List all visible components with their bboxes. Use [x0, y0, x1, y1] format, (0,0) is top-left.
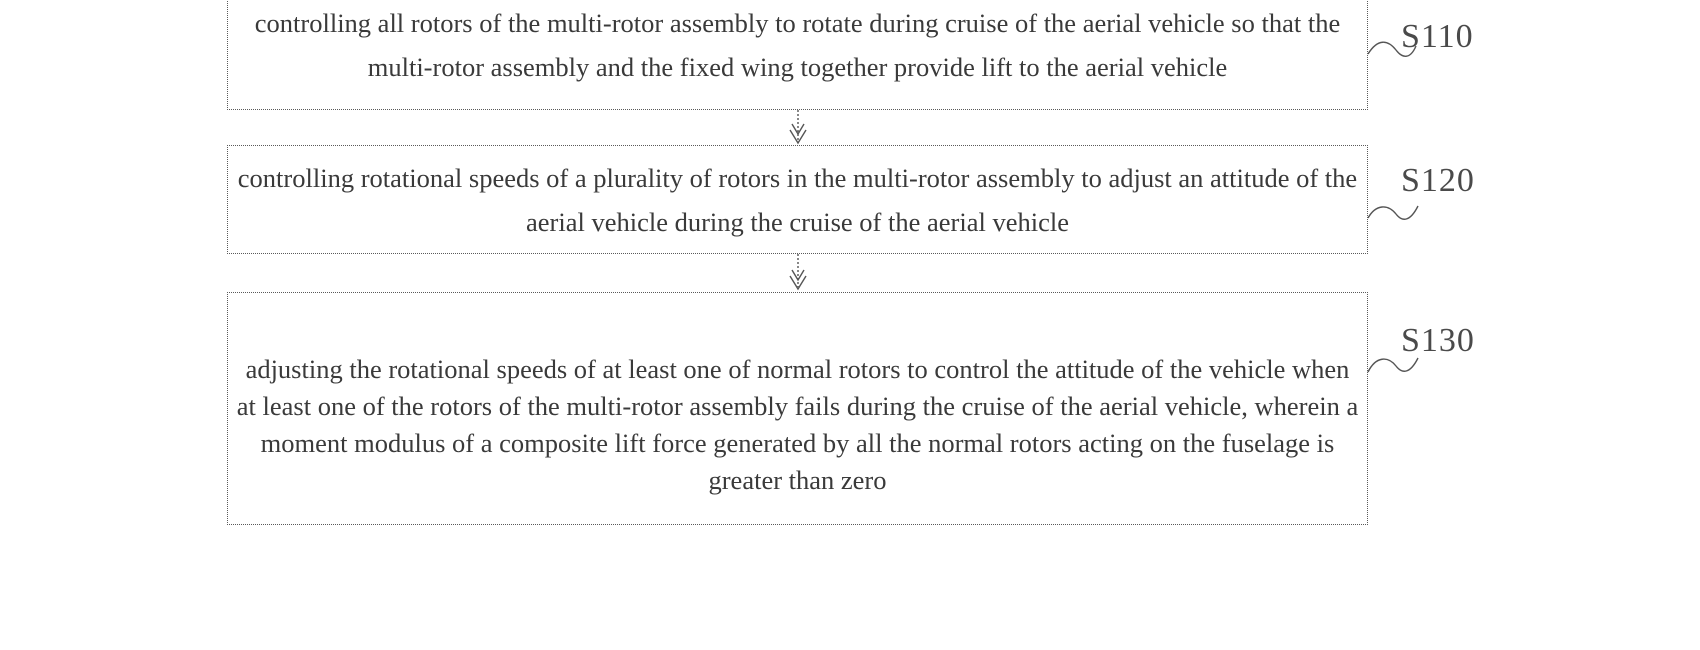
leader-line-s110 [1368, 42, 1416, 56]
step-label-s110: S110 [1401, 18, 1474, 55]
leader-line-s130 [1368, 358, 1418, 372]
step-text-s110: controlling all rotors of the multi-rotor assembly to rotate during cruise of the aerial vehicle so that the multi-rotor assembly and the fixed wing together provide lift to the aerial vehicle [254, 8, 1341, 82]
flow-arrow-1 [790, 110, 806, 143]
step-label-s130: S130 [1401, 322, 1475, 359]
flow-arrow-2 [790, 254, 806, 289]
step-text-s120: controlling rotational speeds of a plurality of rotors in the multi-rotor assembly to adjust an attitude of the aerial vehicle during the cruise of the aerial vehicle [237, 162, 1358, 237]
leader-line-s120 [1368, 206, 1418, 219]
step-label-s120: S120 [1401, 162, 1475, 199]
step-text-s130: adjusting the rotational speeds of at least one of normal rotors to control the attitude of the vehicle when at least one of the rotors of the multi-rotor assembly fails during the cruise of the aerial vehicle, wherein a moment modulus of a composite lift force generated by all the normal rotors acting on the fuselage is greater than zero [236, 353, 1359, 495]
